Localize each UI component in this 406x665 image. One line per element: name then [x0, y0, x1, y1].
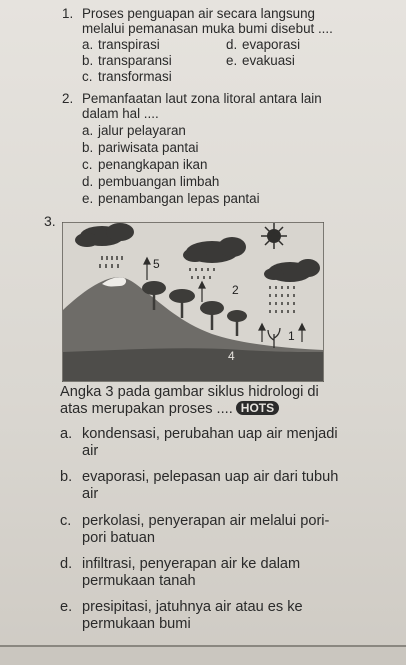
- question-2-stem: [82, 91, 382, 121]
- q2-option-b[interactable]: b. pariwisata pantai: [82, 140, 199, 155]
- diagram-label-5: 5: [153, 257, 160, 271]
- diagram-label-1: 1: [288, 329, 295, 343]
- q1-option-d[interactable]: d. evaporasi: [226, 37, 301, 52]
- q3-option-a[interactable]: a. kondensasi, perubahan uap air menjadi air: [60, 426, 338, 459]
- question-3-stem-line-2: atas merupakan proses ....: [60, 400, 233, 417]
- question-2-stem-line-1: Pemanfaatan laut zona litoral antara lain: [82, 91, 322, 106]
- hots-badge: HOTS: [236, 401, 279, 415]
- q3-option-d[interactable]: d. infiltrasi, penyerapan air ke dalam permukaan tanah: [60, 556, 301, 589]
- q3-option-b[interactable]: b. evaporasi, pelepasan uap air dari tubuh air: [60, 469, 339, 502]
- question-1-stem-line-1: Proses penguapan air secara langsung: [82, 6, 316, 21]
- q2-option-a[interactable]: a. jalur pelayaran: [82, 123, 186, 138]
- q3-option-c[interactable]: c. perkolasi, penyerapan air melalui pori- pori batuan: [60, 513, 330, 546]
- diagram-label-4: 4: [228, 349, 235, 363]
- question-2-stem-line-2: dalam hal ....: [82, 106, 159, 121]
- q2-option-c[interactable]: c. penangkapan ikan: [82, 157, 208, 172]
- question-3-stem: [60, 384, 319, 417]
- page-bottom-edge: [0, 645, 406, 665]
- question-1-stem: [82, 6, 382, 36]
- q2-option-e[interactable]: e. penambangan lepas pantai: [82, 191, 260, 206]
- q2-option-d[interactable]: d. pembuangan limbah: [82, 174, 220, 189]
- question-2-number: 2.: [62, 91, 74, 106]
- q1-option-b[interactable]: b. transparansi: [82, 53, 172, 68]
- question-1-number: 1.: [62, 6, 74, 21]
- q3-option-e[interactable]: e. presipitasi, jatuhnya air atau es ke permukaan bumi: [60, 599, 303, 632]
- q1-option-c[interactable]: c. transformasi: [82, 69, 172, 84]
- diagram-label-2: 2: [232, 283, 239, 297]
- q1-option-e[interactable]: e. evakuasi: [226, 53, 295, 68]
- water-cycle-diagram: [62, 222, 324, 382]
- question-3-number: 3.: [44, 213, 56, 229]
- question-1-stem-line-2: melalui pemanasan muka bumi disebut ....: [82, 21, 333, 36]
- q1-option-a[interactable]: a. transpirasi: [82, 37, 160, 52]
- question-3-stem-line-1: Angka 3 pada gambar siklus hidrologi di: [60, 384, 319, 400]
